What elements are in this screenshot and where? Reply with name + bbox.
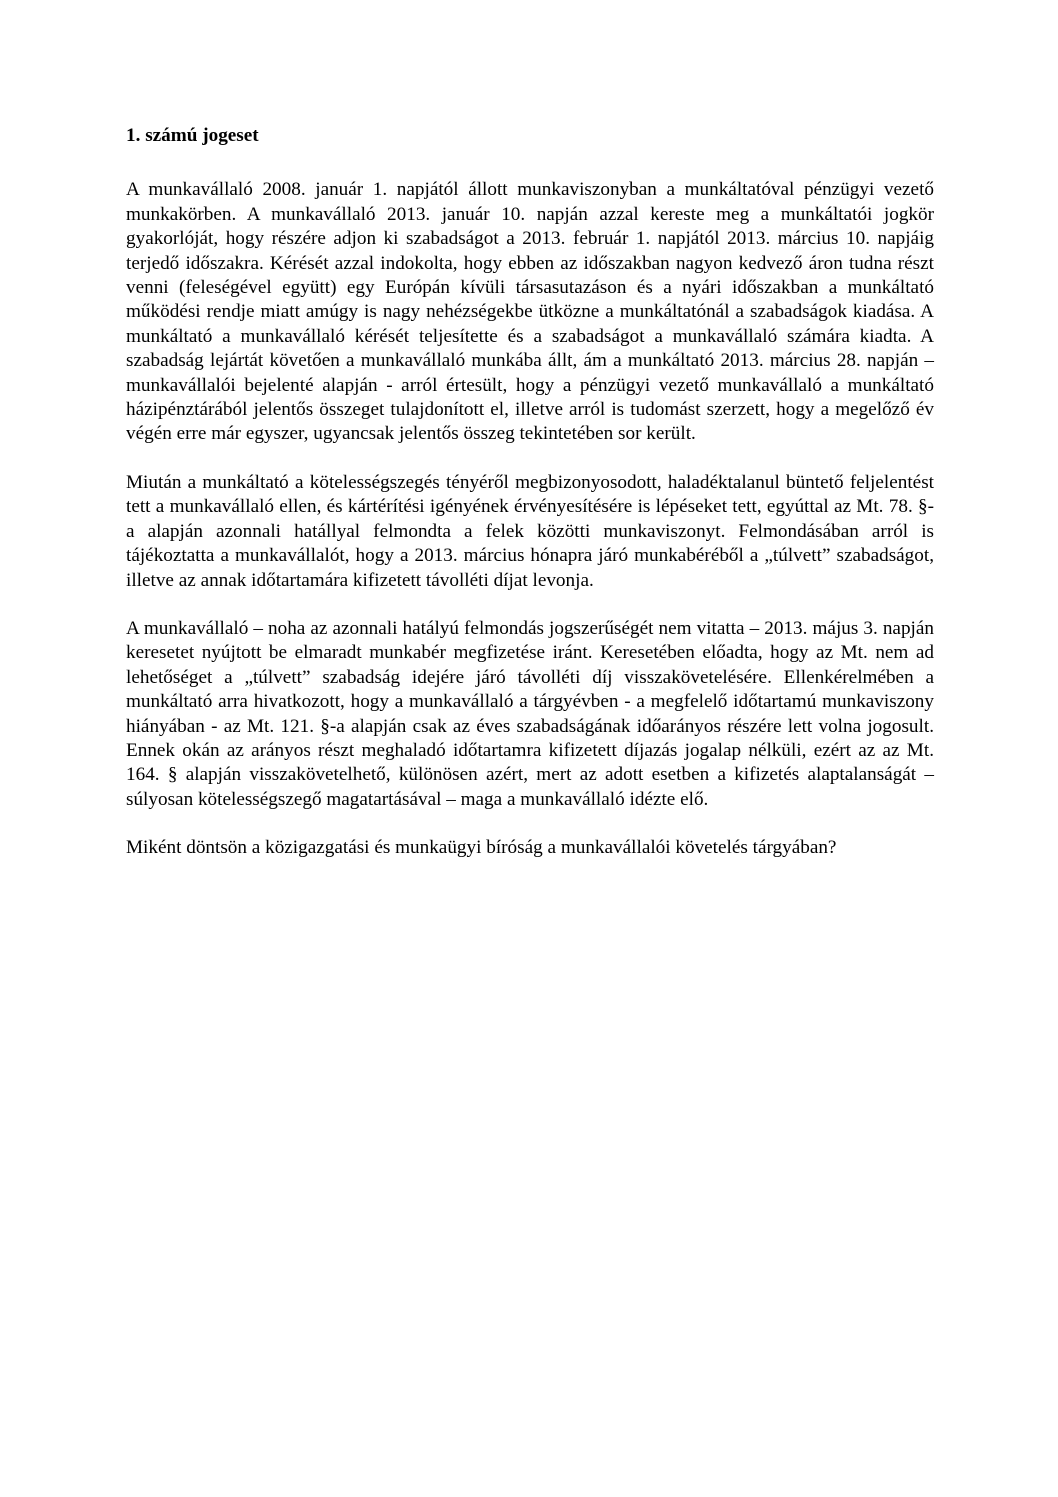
paragraph-claim: A munkavállaló – noha az azonnali hatályú felmondás jogszerűségét nem vitatta – 2013. május 3. napján keresetet nyújtott be elmaradt munkabér megfizetése iránt. Keresetében előadta, hogy az Mt. nem ad lehetőséget a „túlvett” szabadság idejére járó távolléti díj visszakövetelésére. Ellenkérelmében a munkáltató arra hivatkozott, hogy a munkavállaló a tárgyévben - a megfelelő időtartamú munkaviszony hiányában - az Mt. 121. §-a alapján csak az éves szabadságának időarányos részére lett volna jogosult. Ennek okán az arányos részt meghaladó időtartamra kifizetett díjazás jogalap nélküli, ezért az az Mt. 164. § alapján visszakövetelhető, különösen azért, mert az adott esetben a kifizetés alaptalanságát – súlyosan kötelességszegő magatartásával – maga a munkavállaló idézte elő. — [126, 617, 934, 810]
paragraph-question: Miként döntsön a közigazgatási és munkaügyi bíróság a munkavállalói követelés tárgyában? — [126, 837, 837, 859]
document-body — [126, 124, 934, 861]
paragraph-termination: Miután a munkáltató a kötelességszegés tényéről megbizonyosodott, haladéktalanul büntető feljelentést tett a munkavállaló ellen, és kártérítési igényének érvényesítésére is lépéseket tett, egyúttal az Mt. 78. §-a alapján azonnali hatállyal felmondta a felek közötti munkaviszonyt. Felmondásában arról is tájékoztatta a munkavállalót, hogy a 2013. március hónapra járó munkabéréből a „túlvett” szabadságot, illetve az annak időtartamára kifizetett távolléti díjat levonja. — [126, 471, 934, 591]
paragraph-facts: A munkavállaló 2008. január 1. napjától állott munkaviszonyban a munkáltatóval pénzügyi vezető munkakörben. A munkavállaló 2013. január 10. napján azzal kereste meg a munkáltatói jogkör gyakorlóját, hogy részére adjon ki szabadságot a 2013. február 1. napjától 2013. március 10. napjáig terjedő időszakra. Kérését azzal indokolta, hogy ebben az időszakban nagyon kedvező áron tudna részt venni (feleségével együtt) egy Európán kívüli társasutazáson és a nyári időszakban a munkáltató működési rendje miatt amúgy is nagy nehézségekbe ütközne a munkáltatónál a szabadságok kiadása. A munkáltató a munkavállaló kérését teljesítette és a szabadságot a munkavállaló számára kiadta. A szabadság lejártát követően a munkavállaló munkába állt, ám a munkáltató 2013. március 28. napján – munkavállalói bejelenté alapján - arról értesült, hogy a pénzügyi vezető munkavállaló a munkáltató házipénztárából jelentős összeget tulajdonított el, illetve arról is tudomást szerzett, hogy a megelőző év végén erre már egyszer, ugyancsak jelentős összeg tekintetében sor került. — [126, 179, 934, 445]
page-title: 1. számú jogeset — [126, 125, 259, 146]
